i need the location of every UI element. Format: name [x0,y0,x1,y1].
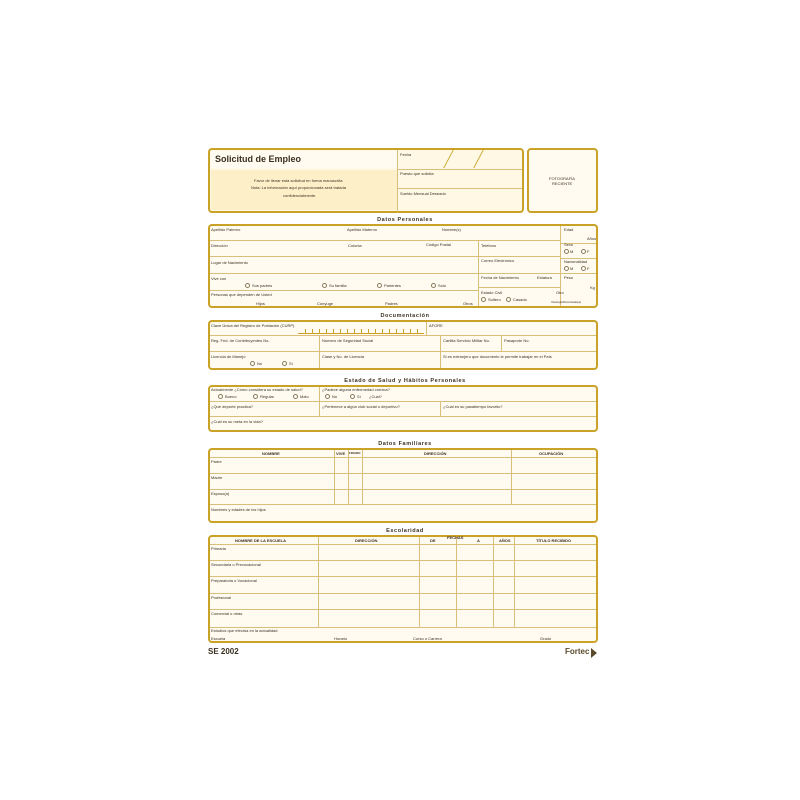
anos-label: Años [587,236,597,241]
curp-char-divider [410,329,411,333]
curp-char-divider [389,329,390,333]
otros-label: Otros [463,301,473,306]
brand-logo: Fortec [565,647,590,656]
curp-char-divider [319,329,320,333]
brand-arrow-icon [591,648,597,658]
sus-padres-label: Sus padres [252,283,273,288]
pasatiempo-label: ¿Cuál es su pasatiempo favorito? [443,404,503,409]
curp-char-divider [382,329,383,333]
section-title-familiares: Datos Familiares [378,441,432,447]
nac-f-radio[interactable] [581,266,586,271]
sexo-m-radio[interactable] [564,249,569,254]
familiares-box [208,448,598,523]
curp-char-divider [361,329,362,333]
fam-header-ocupacion: OCUPACIÓN [539,451,564,456]
salud-bueno-radio[interactable] [218,394,223,399]
telefono-label: Teléfono [481,243,497,248]
esc-header-titulo: TÍTULO RECIBIDO [536,538,572,543]
table-row-divider [210,473,596,474]
peso-label: Peso [564,275,574,280]
puesto-label: Puesto que solicita [400,171,434,176]
sueldo-label: Sueldo Mensual Deseado [400,191,446,196]
photo-label-1: FOTOGRAFÍA [549,176,575,181]
instruction-line-1: Favor de llenar esta solicitud en forma manuscrita [254,178,343,183]
su-familia-label: Su familia [329,283,347,288]
fam-row-esposo: Esposo(a) [211,491,230,496]
section-title-datos-personales: Datos Personales [377,217,433,223]
sus-padres-radio[interactable] [245,283,250,288]
salud-regular-label: Regular [260,394,275,399]
table-row-divider [210,489,596,490]
edad-label: Edad [564,227,574,232]
salud-malo-label: Malo [300,394,309,399]
section-title-salud: Estado de Salud y Hábitos Personales [344,378,466,384]
parientes-label: Parientes [384,283,401,288]
fam-header-nombre: NOMBRE [262,451,280,456]
club-label: ¿Pertenece a algún club social o deportivo? [322,404,400,409]
table-row-divider [210,576,596,577]
rfc-label: Reg. Fed. de Contribuyentes No. [211,338,270,343]
kg-label: Kg [590,285,595,290]
esc-header-a: A [477,538,480,543]
curp-char-divider [326,329,327,333]
pasaporte-label: Pasaporte No. [504,338,530,343]
horario-label: Horario [334,636,348,641]
curp-char-divider [305,329,306,333]
instruction-line-2: Nota: La información aquí proporcionada será tratada [251,185,346,190]
esc-header-de: DE [430,538,436,543]
page-title: Solicitud de Empleo [215,154,302,164]
fam-header-vive: VIVE [336,451,346,456]
esc-header-nombre: NOMBRE DE LA ESCUELA [235,538,286,543]
padece-si-label: Sí [357,394,361,399]
esc-row-comercial: Comercial u otras [211,611,243,616]
escuela-label: Escuela [211,636,226,641]
padres-label: Padres [385,301,398,306]
viudo-label: Viudo(a)/Divorciado(a) [551,300,581,304]
cartilla-label: Cartilla Servicio Militar No. [443,338,490,343]
estudios-label: Estudios que efectúa en la actualidad [211,628,278,633]
salud-bueno-label: Bueno [225,394,237,399]
fam-row-madre: Madre [211,475,223,480]
afore-label: AFORE [429,323,443,328]
licencia-label: Licencia de Manejo [211,354,246,359]
su-familia-radio[interactable] [322,283,327,288]
sexo-m-label: M [570,249,574,254]
fam-row-padre: Padre [211,459,222,464]
curp-char-divider [396,329,397,333]
clase-licencia-label: Clase y No. de Licencia [322,354,365,359]
curp-char-divider [333,329,334,333]
esc-header-fechas: FECHAS [447,535,464,540]
fam-hijos-label: Nombres y edades de los hijos [211,507,266,512]
curp-char-divider [340,329,341,333]
licencia-si-label: Sí [289,361,293,366]
dependen-label: Personas que dependen de Usted [211,292,272,297]
colonia-label: Colonia [348,243,362,248]
cual-label: ¿Cuál? [369,394,382,399]
meta-label: ¿Cuál es su meta en la vida? [211,419,263,424]
padece-si-radio[interactable] [350,394,355,399]
sueldo-field[interactable] [400,198,520,210]
photo-label-2: RECIENTE [552,181,573,186]
salud-regular-radio[interactable] [253,394,258,399]
curp-char-divider [312,329,313,333]
estatura-label: Estatura [537,275,552,280]
padece-no-radio[interactable] [325,394,330,399]
apellido-paterno-label: Apellido Paterno [211,227,241,232]
direccion-label: Dirección [211,243,228,248]
nac-m-label: M [570,266,574,271]
grado-label: Grado [540,636,552,641]
licencia-no-label: No [257,361,263,366]
esc-row-preparatoria: Preparatoria o Vocacional [211,578,257,583]
curp-char-divider [354,329,355,333]
esc-row-secundaria: Secundaria o Prevocacional [211,562,261,567]
curp-boxes[interactable] [298,328,424,334]
soltero-radio[interactable] [481,297,486,302]
fecha-label: Fecha [400,152,412,157]
sexo-f-label: F [587,249,590,254]
correo-label: Correo Electrónico [481,258,515,263]
nombres-label: Nombre(s) [442,227,461,232]
hijos-label: Hijos [256,301,265,306]
extranjero-label: Si es extranjero que documento le permite trabajar en el País [443,354,552,359]
fam-header-finado: FINADO [349,451,361,455]
solo-radio[interactable] [431,283,436,288]
padece-label: ¿Padece alguna enfermedad crónica? [322,387,390,392]
licencia-si-radio[interactable] [282,361,287,366]
fecha-nacimiento-label: Fecha de Nacimiento [481,275,519,280]
otro-label: Otro [556,290,564,295]
licencia-no-radio[interactable] [250,361,255,366]
casado-label: Casado [513,297,527,302]
salud-malo-radio[interactable] [293,394,298,399]
salud-box [208,385,598,432]
deporte-label: ¿Qué deporte practica? [211,404,254,409]
section-title-documentacion: Documentación [380,313,430,319]
table-row-divider [210,609,596,610]
nss-label: Número de Seguridad Social [322,338,374,343]
esc-row-profesional: Profesional [211,595,232,600]
curp-label: Clave Única del Registro de Población (CURP) [211,323,295,328]
curp-char-divider [417,329,418,333]
lugar-nacimiento-label: Lugar de Nacimiento [211,260,248,265]
nacionalidad-label: Nacionalidad [564,259,588,264]
esc-row-primaria: Primaria [211,546,226,551]
curp-char-divider [368,329,369,333]
curp-char-divider [403,329,404,333]
apellido-materno-label: Apellido Materno [347,227,378,232]
section-title-escolaridad: Escolaridad [386,528,424,534]
parientes-radio[interactable] [377,283,382,288]
table-row-divider [210,560,596,561]
casado-radio[interactable] [506,297,511,302]
estado-civil-label: Estado Civil [481,290,503,295]
form-code: SE 2002 [208,647,239,656]
fam-header-direccion: DIRECCIÓN [424,451,447,456]
esc-header-direccion: DIRECCIÓN [355,538,378,543]
nac-f-label: F [587,266,590,271]
table-row-divider [210,593,596,594]
instruction-line-3: confidencialmente. [283,193,317,198]
curp-char-divider [347,329,348,333]
solo-label: Solo [438,283,447,288]
sexo-f-radio[interactable] [581,249,586,254]
curso-label: Curso o Carrera [413,636,442,641]
conyuge-label: Cónyuge [317,301,334,306]
actualmente-label: Actualmente ¿Cómo considera su estado de salud? [211,387,303,392]
vive-con-label: Vive con [211,276,227,281]
instructions-area [211,170,397,210]
sexo-label: Sexo [564,242,574,247]
nac-m-radio[interactable] [564,266,569,271]
curp-char-divider [375,329,376,333]
padece-no-label: No [332,394,338,399]
codigo-postal-label: Código Postal [426,242,451,247]
soltero-label: Soltero [488,297,501,302]
esc-header-anos: AÑOS [499,538,511,543]
